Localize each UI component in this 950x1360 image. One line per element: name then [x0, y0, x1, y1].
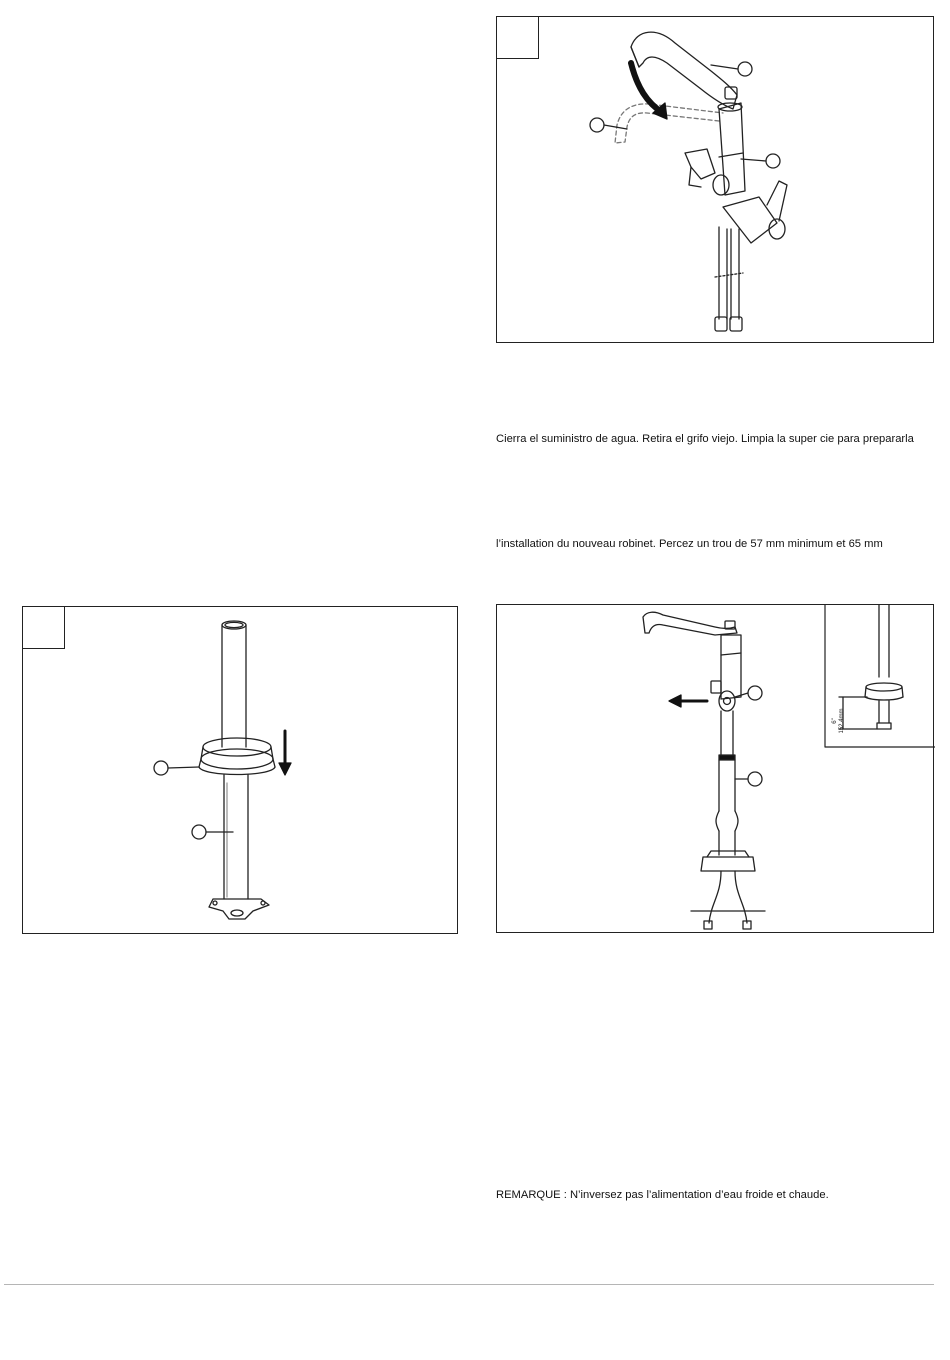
dimension-millimeters: 152.4mm — [839, 708, 845, 734]
instruction-line-spanish: Cierra el suministro de agua. Retira el grifo viejo. Limpia la super cie para prepararla — [496, 433, 914, 445]
instruction-line-french: l’installation du nouveau robinet. Percez un trou de 57 mm minimum et 65 mm — [496, 538, 883, 550]
figure-spout-rotation — [496, 16, 934, 343]
figure-escutcheon-installation — [22, 606, 458, 934]
inset-dimension-label — [832, 706, 852, 736]
footer-divider — [4, 1284, 934, 1285]
faucet-hose-connection-illustration — [497, 605, 935, 934]
figure-hose-connection — [496, 604, 934, 933]
remark-line: REMARQUE : N’inversez pas l’alimentation d’eau froide et chaude. — [496, 1189, 829, 1201]
dimension-inches: 6" — [832, 718, 838, 724]
escutcheon-shank-illustration — [23, 607, 459, 935]
faucet-spout-rotation-illustration — [497, 17, 935, 344]
